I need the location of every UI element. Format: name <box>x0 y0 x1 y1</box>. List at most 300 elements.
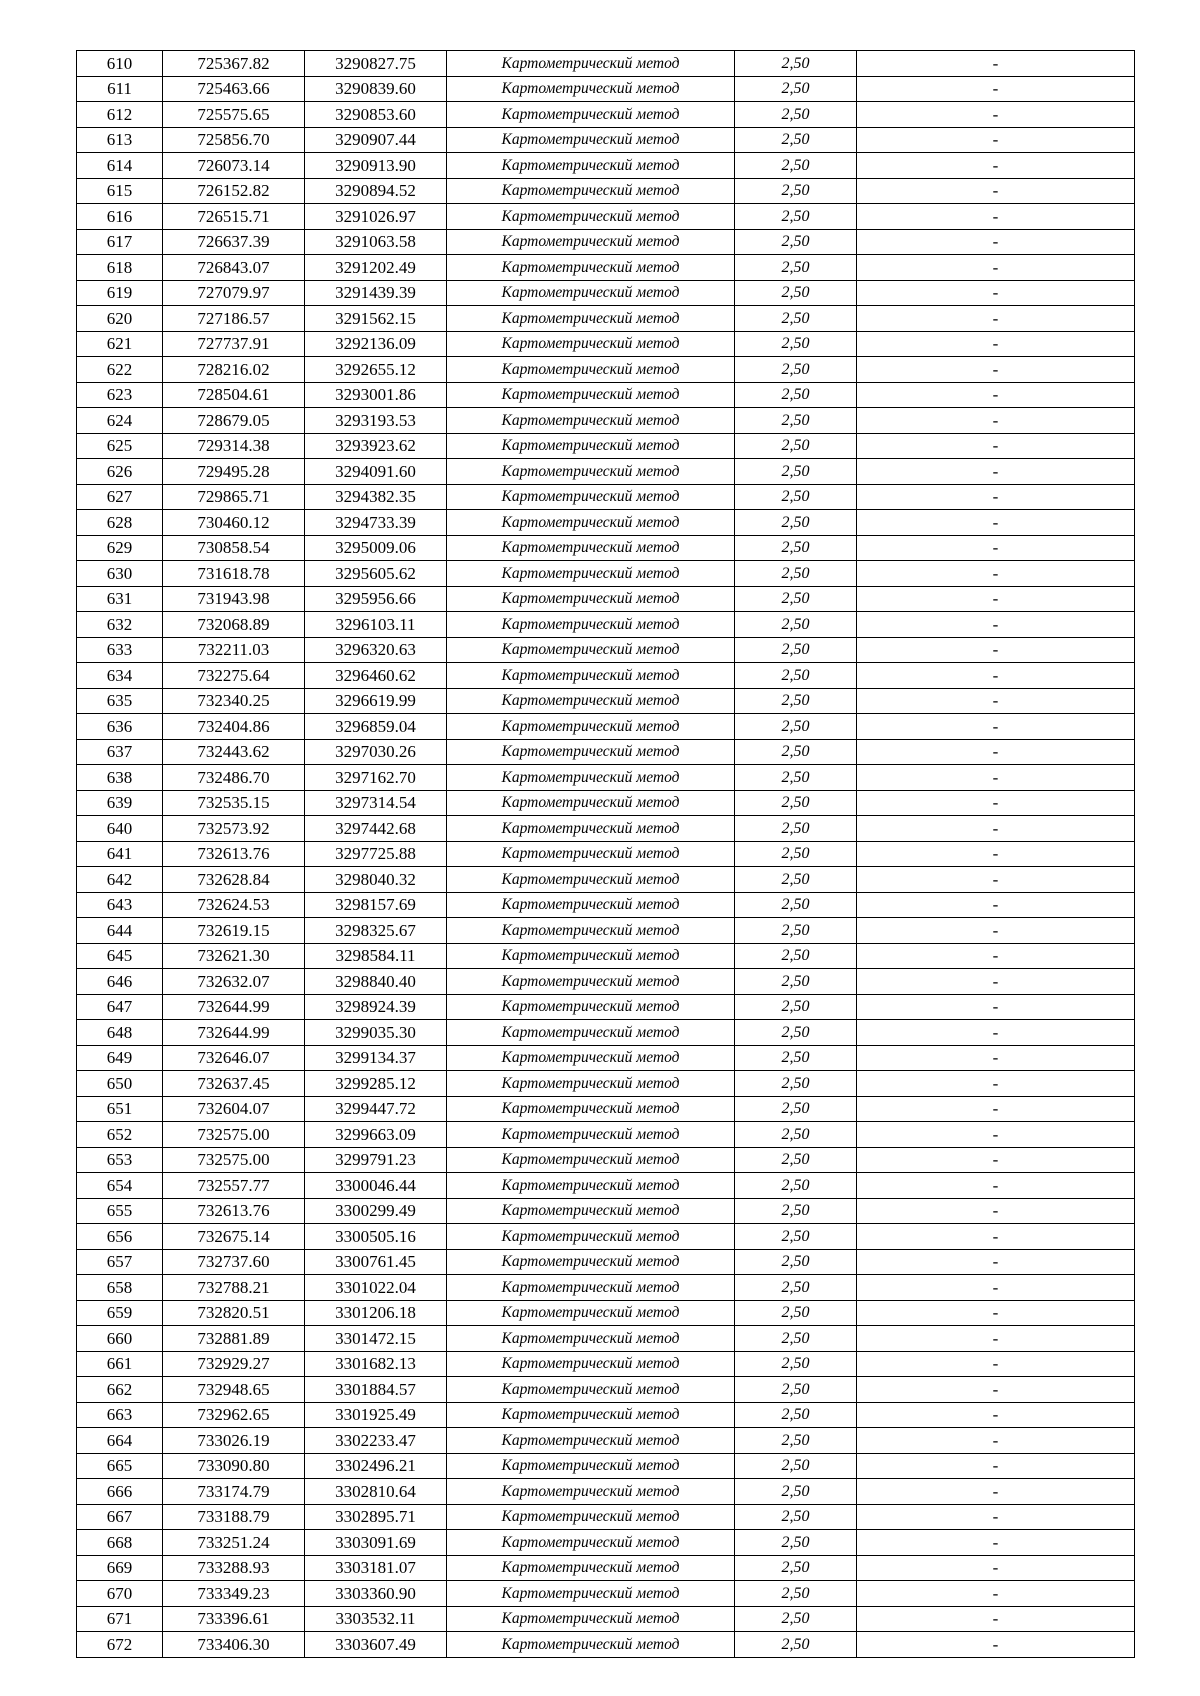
mean-error-cell: 2,50 <box>735 1198 857 1224</box>
point-number-cell: 637 <box>77 739 163 765</box>
table-row <box>77 535 1135 561</box>
x-coordinate-cell: 726515.71 <box>163 204 305 230</box>
method-cell: Картометрический метод <box>447 714 735 740</box>
mean-error-cell: 2,50 <box>735 153 857 179</box>
x-coordinate-cell: 730460.12 <box>163 510 305 536</box>
y-coordinate-cell: 3299035.30 <box>305 1020 447 1046</box>
table-row <box>77 76 1135 102</box>
note-cell: - <box>857 1071 1135 1097</box>
note-cell: - <box>857 1045 1135 1071</box>
y-coordinate-cell: 3303091.69 <box>305 1530 447 1556</box>
table-row <box>77 433 1135 459</box>
note-cell: - <box>857 1479 1135 1505</box>
note-cell: - <box>857 918 1135 944</box>
point-number-cell: 629 <box>77 535 163 561</box>
table-row <box>77 1147 1135 1173</box>
mean-error-cell: 2,50 <box>735 892 857 918</box>
x-coordinate-cell: 732619.15 <box>163 918 305 944</box>
x-coordinate-cell: 732275.64 <box>163 663 305 689</box>
x-coordinate-cell: 729865.71 <box>163 484 305 510</box>
note-cell: - <box>857 1147 1135 1173</box>
mean-error-cell: 2,50 <box>735 51 857 77</box>
note-cell: - <box>857 1453 1135 1479</box>
table-row <box>77 459 1135 485</box>
method-cell: Картометрический метод <box>447 1224 735 1250</box>
note-cell: - <box>857 204 1135 230</box>
coordinates-table <box>76 50 1135 1658</box>
table-row <box>77 637 1135 663</box>
method-cell: Картометрический метод <box>447 1402 735 1428</box>
point-number-cell: 636 <box>77 714 163 740</box>
x-coordinate-cell: 732443.62 <box>163 739 305 765</box>
x-coordinate-cell: 728216.02 <box>163 357 305 383</box>
table-row <box>77 1275 1135 1301</box>
x-coordinate-cell: 732068.89 <box>163 612 305 638</box>
note-cell: - <box>857 433 1135 459</box>
note-cell: - <box>857 1275 1135 1301</box>
mean-error-cell: 2,50 <box>735 1275 857 1301</box>
method-cell: Картометрический метод <box>447 612 735 638</box>
note-cell: - <box>857 790 1135 816</box>
method-cell: Картометрический метод <box>447 510 735 536</box>
method-cell: Картометрический метод <box>447 892 735 918</box>
table-row <box>77 841 1135 867</box>
point-number-cell: 669 <box>77 1555 163 1581</box>
point-number-cell: 650 <box>77 1071 163 1097</box>
point-number-cell: 660 <box>77 1326 163 1352</box>
y-coordinate-cell: 3302895.71 <box>305 1504 447 1530</box>
method-cell: Картометрический метод <box>447 408 735 434</box>
method-cell: Картометрический метод <box>447 765 735 791</box>
y-coordinate-cell: 3290839.60 <box>305 76 447 102</box>
note-cell: - <box>857 1249 1135 1275</box>
method-cell: Картометрический метод <box>447 127 735 153</box>
point-number-cell: 633 <box>77 637 163 663</box>
x-coordinate-cell: 732613.76 <box>163 841 305 867</box>
mean-error-cell: 2,50 <box>735 1071 857 1097</box>
mean-error-cell: 2,50 <box>735 663 857 689</box>
x-coordinate-cell: 726843.07 <box>163 255 305 281</box>
y-coordinate-cell: 3297162.70 <box>305 765 447 791</box>
mean-error-cell: 2,50 <box>735 1581 857 1607</box>
x-coordinate-cell: 733090.80 <box>163 1453 305 1479</box>
x-coordinate-cell: 732644.99 <box>163 994 305 1020</box>
x-coordinate-cell: 725463.66 <box>163 76 305 102</box>
mean-error-cell: 2,50 <box>735 1045 857 1071</box>
method-cell: Картометрический метод <box>447 1530 735 1556</box>
y-coordinate-cell: 3303181.07 <box>305 1555 447 1581</box>
note-cell: - <box>857 535 1135 561</box>
mean-error-cell: 2,50 <box>735 408 857 434</box>
mean-error-cell: 2,50 <box>735 688 857 714</box>
mean-error-cell: 2,50 <box>735 1530 857 1556</box>
method-cell: Картометрический метод <box>447 153 735 179</box>
point-number-cell: 643 <box>77 892 163 918</box>
y-coordinate-cell: 3295605.62 <box>305 561 447 587</box>
method-cell: Картометрический метод <box>447 841 735 867</box>
mean-error-cell: 2,50 <box>735 1402 857 1428</box>
x-coordinate-cell: 732535.15 <box>163 790 305 816</box>
table-row <box>77 943 1135 969</box>
x-coordinate-cell: 732340.25 <box>163 688 305 714</box>
method-cell: Картометрический метод <box>447 1071 735 1097</box>
x-coordinate-cell: 726637.39 <box>163 229 305 255</box>
note-cell: - <box>857 382 1135 408</box>
table-row <box>77 51 1135 77</box>
y-coordinate-cell: 3299447.72 <box>305 1096 447 1122</box>
point-number-cell: 663 <box>77 1402 163 1428</box>
y-coordinate-cell: 3302233.47 <box>305 1428 447 1454</box>
note-cell: - <box>857 841 1135 867</box>
note-cell: - <box>857 331 1135 357</box>
mean-error-cell: 2,50 <box>735 561 857 587</box>
y-coordinate-cell: 3294382.35 <box>305 484 447 510</box>
y-coordinate-cell: 3296619.99 <box>305 688 447 714</box>
x-coordinate-cell: 732820.51 <box>163 1300 305 1326</box>
note-cell: - <box>857 1632 1135 1658</box>
method-cell: Картометрический метод <box>447 994 735 1020</box>
table-row <box>77 1300 1135 1326</box>
point-number-cell: 635 <box>77 688 163 714</box>
method-cell: Картометрический метод <box>447 1606 735 1632</box>
note-cell: - <box>857 1020 1135 1046</box>
x-coordinate-cell: 725575.65 <box>163 102 305 128</box>
method-cell: Картометрический метод <box>447 918 735 944</box>
note-cell: - <box>857 586 1135 612</box>
y-coordinate-cell: 3298840.40 <box>305 969 447 995</box>
method-cell: Картометрический метод <box>447 255 735 281</box>
y-coordinate-cell: 3294733.39 <box>305 510 447 536</box>
method-cell: Картометрический метод <box>447 1122 735 1148</box>
x-coordinate-cell: 732737.60 <box>163 1249 305 1275</box>
table-row <box>77 178 1135 204</box>
point-number-cell: 655 <box>77 1198 163 1224</box>
table-row <box>77 586 1135 612</box>
y-coordinate-cell: 3296859.04 <box>305 714 447 740</box>
point-number-cell: 651 <box>77 1096 163 1122</box>
note-cell: - <box>857 1351 1135 1377</box>
point-number-cell: 659 <box>77 1300 163 1326</box>
x-coordinate-cell: 732632.07 <box>163 969 305 995</box>
table-row <box>77 331 1135 357</box>
y-coordinate-cell: 3301925.49 <box>305 1402 447 1428</box>
y-coordinate-cell: 3290913.90 <box>305 153 447 179</box>
table-row <box>77 1096 1135 1122</box>
method-cell: Картометрический метод <box>447 739 735 765</box>
y-coordinate-cell: 3300505.16 <box>305 1224 447 1250</box>
x-coordinate-cell: 725856.70 <box>163 127 305 153</box>
x-coordinate-cell: 732211.03 <box>163 637 305 663</box>
x-coordinate-cell: 733026.19 <box>163 1428 305 1454</box>
x-coordinate-cell: 732613.76 <box>163 1198 305 1224</box>
note-cell: - <box>857 408 1135 434</box>
y-coordinate-cell: 3298040.32 <box>305 867 447 893</box>
mean-error-cell: 2,50 <box>735 229 857 255</box>
y-coordinate-cell: 3290907.44 <box>305 127 447 153</box>
note-cell: - <box>857 1402 1135 1428</box>
note-cell: - <box>857 1377 1135 1403</box>
note-cell: - <box>857 1096 1135 1122</box>
point-number-cell: 620 <box>77 306 163 332</box>
table-row <box>77 280 1135 306</box>
point-number-cell: 642 <box>77 867 163 893</box>
mean-error-cell: 2,50 <box>735 765 857 791</box>
y-coordinate-cell: 3301884.57 <box>305 1377 447 1403</box>
mean-error-cell: 2,50 <box>735 1351 857 1377</box>
mean-error-cell: 2,50 <box>735 178 857 204</box>
method-cell: Картометрический метод <box>447 1147 735 1173</box>
point-number-cell: 652 <box>77 1122 163 1148</box>
point-number-cell: 661 <box>77 1351 163 1377</box>
point-number-cell: 623 <box>77 382 163 408</box>
table-row <box>77 918 1135 944</box>
y-coordinate-cell: 3294091.60 <box>305 459 447 485</box>
method-cell: Картометрический метод <box>447 1377 735 1403</box>
method-cell: Картометрический метод <box>447 586 735 612</box>
mean-error-cell: 2,50 <box>735 1224 857 1250</box>
note-cell: - <box>857 1504 1135 1530</box>
y-coordinate-cell: 3301682.13 <box>305 1351 447 1377</box>
x-coordinate-cell: 725367.82 <box>163 51 305 77</box>
method-cell: Картометрический метод <box>447 969 735 995</box>
method-cell: Картометрический метод <box>447 1632 735 1658</box>
note-cell: - <box>857 459 1135 485</box>
point-number-cell: 653 <box>77 1147 163 1173</box>
y-coordinate-cell: 3291439.39 <box>305 280 447 306</box>
x-coordinate-cell: 732637.45 <box>163 1071 305 1097</box>
table-row <box>77 1479 1135 1505</box>
table-row <box>77 306 1135 332</box>
method-cell: Картометрический метод <box>447 280 735 306</box>
mean-error-cell: 2,50 <box>735 841 857 867</box>
point-number-cell: 625 <box>77 433 163 459</box>
note-cell: - <box>857 1530 1135 1556</box>
table-row <box>77 1377 1135 1403</box>
mean-error-cell: 2,50 <box>735 1173 857 1199</box>
y-coordinate-cell: 3301022.04 <box>305 1275 447 1301</box>
note-cell: - <box>857 102 1135 128</box>
table-row <box>77 102 1135 128</box>
table-row <box>77 561 1135 587</box>
x-coordinate-cell: 727186.57 <box>163 306 305 332</box>
table-row <box>77 1606 1135 1632</box>
y-coordinate-cell: 3290827.75 <box>305 51 447 77</box>
x-coordinate-cell: 727079.97 <box>163 280 305 306</box>
x-coordinate-cell: 727737.91 <box>163 331 305 357</box>
x-coordinate-cell: 732604.07 <box>163 1096 305 1122</box>
method-cell: Картометрический метод <box>447 1249 735 1275</box>
mean-error-cell: 2,50 <box>735 1147 857 1173</box>
note-cell: - <box>857 76 1135 102</box>
y-coordinate-cell: 3296103.11 <box>305 612 447 638</box>
note-cell: - <box>857 969 1135 995</box>
table-row <box>77 153 1135 179</box>
method-cell: Картометрический метод <box>447 178 735 204</box>
point-number-cell: 638 <box>77 765 163 791</box>
y-coordinate-cell: 3293923.62 <box>305 433 447 459</box>
table-row <box>77 688 1135 714</box>
y-coordinate-cell: 3301206.18 <box>305 1300 447 1326</box>
mean-error-cell: 2,50 <box>735 255 857 281</box>
table-row <box>77 1326 1135 1352</box>
note-cell: - <box>857 1198 1135 1224</box>
y-coordinate-cell: 3298157.69 <box>305 892 447 918</box>
x-coordinate-cell: 732486.70 <box>163 765 305 791</box>
table-row <box>77 612 1135 638</box>
point-number-cell: 648 <box>77 1020 163 1046</box>
mean-error-cell: 2,50 <box>735 535 857 561</box>
table-row <box>77 867 1135 893</box>
note-cell: - <box>857 510 1135 536</box>
mean-error-cell: 2,50 <box>735 1453 857 1479</box>
method-cell: Картометрический метод <box>447 1581 735 1607</box>
y-coordinate-cell: 3292655.12 <box>305 357 447 383</box>
note-cell: - <box>857 255 1135 281</box>
table-row <box>77 994 1135 1020</box>
table-row <box>77 1249 1135 1275</box>
point-number-cell: 613 <box>77 127 163 153</box>
note-cell: - <box>857 1581 1135 1607</box>
y-coordinate-cell: 3302496.21 <box>305 1453 447 1479</box>
point-number-cell: 654 <box>77 1173 163 1199</box>
x-coordinate-cell: 733349.23 <box>163 1581 305 1607</box>
x-coordinate-cell: 726073.14 <box>163 153 305 179</box>
mean-error-cell: 2,50 <box>735 586 857 612</box>
point-number-cell: 615 <box>77 178 163 204</box>
note-cell: - <box>857 280 1135 306</box>
method-cell: Картометрический метод <box>447 1275 735 1301</box>
point-number-cell: 621 <box>77 331 163 357</box>
x-coordinate-cell: 732881.89 <box>163 1326 305 1352</box>
method-cell: Картометрический метод <box>447 1351 735 1377</box>
method-cell: Картометрический метод <box>447 816 735 842</box>
table-row <box>77 1453 1135 1479</box>
point-number-cell: 634 <box>77 663 163 689</box>
mean-error-cell: 2,50 <box>735 204 857 230</box>
mean-error-cell: 2,50 <box>735 1479 857 1505</box>
method-cell: Картометрический метод <box>447 357 735 383</box>
point-number-cell: 640 <box>77 816 163 842</box>
mean-error-cell: 2,50 <box>735 816 857 842</box>
note-cell: - <box>857 1300 1135 1326</box>
table-row <box>77 1428 1135 1454</box>
point-number-cell: 649 <box>77 1045 163 1071</box>
x-coordinate-cell: 732675.14 <box>163 1224 305 1250</box>
mean-error-cell: 2,50 <box>735 612 857 638</box>
note-cell: - <box>857 637 1135 663</box>
table-row <box>77 1581 1135 1607</box>
mean-error-cell: 2,50 <box>735 433 857 459</box>
table-row <box>77 892 1135 918</box>
y-coordinate-cell: 3295009.06 <box>305 535 447 561</box>
method-cell: Картометрический метод <box>447 102 735 128</box>
point-number-cell: 666 <box>77 1479 163 1505</box>
table-row <box>77 484 1135 510</box>
y-coordinate-cell: 3297725.88 <box>305 841 447 867</box>
x-coordinate-cell: 731618.78 <box>163 561 305 587</box>
note-cell: - <box>857 51 1135 77</box>
mean-error-cell: 2,50 <box>735 1606 857 1632</box>
y-coordinate-cell: 3300299.49 <box>305 1198 447 1224</box>
x-coordinate-cell: 732557.77 <box>163 1173 305 1199</box>
method-cell: Картометрический метод <box>447 1096 735 1122</box>
point-number-cell: 618 <box>77 255 163 281</box>
mean-error-cell: 2,50 <box>735 1504 857 1530</box>
point-number-cell: 670 <box>77 1581 163 1607</box>
table-row <box>77 1402 1135 1428</box>
method-cell: Картометрический метод <box>447 331 735 357</box>
y-coordinate-cell: 3296460.62 <box>305 663 447 689</box>
table-row <box>77 1530 1135 1556</box>
method-cell: Картометрический метод <box>447 433 735 459</box>
note-cell: - <box>857 1224 1135 1250</box>
x-coordinate-cell: 729314.38 <box>163 433 305 459</box>
method-cell: Картометрический метод <box>447 484 735 510</box>
table-row <box>77 382 1135 408</box>
mean-error-cell: 2,50 <box>735 1632 857 1658</box>
x-coordinate-cell: 733251.24 <box>163 1530 305 1556</box>
method-cell: Картометрический метод <box>447 1173 735 1199</box>
method-cell: Картометрический метод <box>447 663 735 689</box>
point-number-cell: 616 <box>77 204 163 230</box>
note-cell: - <box>857 892 1135 918</box>
x-coordinate-cell: 732962.65 <box>163 1402 305 1428</box>
method-cell: Картометрический метод <box>447 1020 735 1046</box>
method-cell: Картометрический метод <box>447 76 735 102</box>
note-cell: - <box>857 612 1135 638</box>
table-row <box>77 1198 1135 1224</box>
point-number-cell: 631 <box>77 586 163 612</box>
x-coordinate-cell: 732575.00 <box>163 1147 305 1173</box>
mean-error-cell: 2,50 <box>735 943 857 969</box>
point-number-cell: 626 <box>77 459 163 485</box>
method-cell: Картометрический метод <box>447 1555 735 1581</box>
mean-error-cell: 2,50 <box>735 1020 857 1046</box>
table-row <box>77 739 1135 765</box>
x-coordinate-cell: 732404.86 <box>163 714 305 740</box>
table-row <box>77 1555 1135 1581</box>
point-number-cell: 639 <box>77 790 163 816</box>
point-number-cell: 662 <box>77 1377 163 1403</box>
x-coordinate-cell: 733174.79 <box>163 1479 305 1505</box>
x-coordinate-cell: 732646.07 <box>163 1045 305 1071</box>
y-coordinate-cell: 3298924.39 <box>305 994 447 1020</box>
mean-error-cell: 2,50 <box>735 280 857 306</box>
note-cell: - <box>857 816 1135 842</box>
y-coordinate-cell: 3299663.09 <box>305 1122 447 1148</box>
x-coordinate-cell: 730858.54 <box>163 535 305 561</box>
point-number-cell: 657 <box>77 1249 163 1275</box>
table-row <box>77 1071 1135 1097</box>
note-cell: - <box>857 739 1135 765</box>
y-coordinate-cell: 3296320.63 <box>305 637 447 663</box>
note-cell: - <box>857 1606 1135 1632</box>
method-cell: Картометрический метод <box>447 1479 735 1505</box>
note-cell: - <box>857 153 1135 179</box>
x-coordinate-cell: 728679.05 <box>163 408 305 434</box>
x-coordinate-cell: 732621.30 <box>163 943 305 969</box>
coordinates-table-body <box>77 51 1135 1658</box>
y-coordinate-cell: 3303607.49 <box>305 1632 447 1658</box>
mean-error-cell: 2,50 <box>735 1428 857 1454</box>
point-number-cell: 668 <box>77 1530 163 1556</box>
mean-error-cell: 2,50 <box>735 1122 857 1148</box>
point-number-cell: 664 <box>77 1428 163 1454</box>
table-row <box>77 229 1135 255</box>
mean-error-cell: 2,50 <box>735 739 857 765</box>
note-cell: - <box>857 561 1135 587</box>
mean-error-cell: 2,50 <box>735 484 857 510</box>
